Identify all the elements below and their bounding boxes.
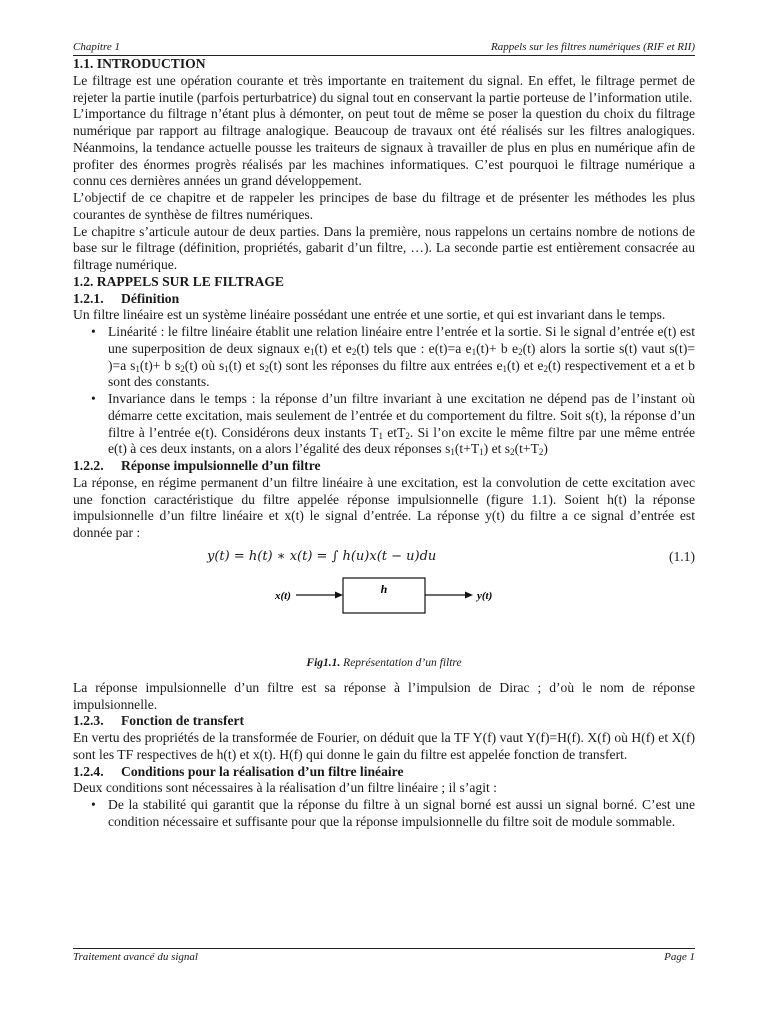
convolution-equation: y(t) = h(t) ∗ x(t) = ∫ h(u)x(t − u)du (207, 548, 437, 564)
paragraph: En vertu des propriétés de la transformée de Fourier, on déduit que la TF Y(f) vaut Y(f)=H(f). X(f) où H(f) et X(f) sont les TF respectives de h(t) et x(t). H(f) qui donne le gain du filtre est appelée fonction de transfert. (73, 730, 695, 762)
section-heading-introduction: 1.1. INTRODUCTION (73, 56, 206, 71)
paragraph: Un filtre linéaire est un système linéaire possédant une entrée et une sortie, et qui est invariant dans le temps. (73, 307, 666, 323)
paragraph: Le chapitre s’articule autour de deux parties. Dans la première, nous rappelons un certains nombre de notions de base sur le filtrage (définition, propriétés, gabarit d’un filtre, …). La seconde partie est entièrement consacrée au filtrage numérique. (73, 223, 695, 272)
filter-label: h (380, 581, 388, 596)
equation-number: (1.1) (668, 548, 695, 564)
subsection-heading-fonction-transfert (73, 713, 695, 730)
list-item-invariance: • Invariance dans le temps : la réponse d’un filtre invariant à une excitation ne dépend pas de l’instant où démarre cette excitation, mais seulement de l’entrée et du comportement du filtre. Soit s(t), la réponse d’un filtre à l’entrée e(t). Considérons deux instants $T_1$ etT$_2$. Si l’on excite le même filtre par une même entrée e(t) à ces deux instants, on a alors l’égalité des deux réponses $s_1(t+T_1)$ et $s_2(t+T_2)$ (108, 391, 695, 458)
header-title: Rappels sur les filtres numériques (RIF et RII) (491, 41, 695, 53)
figure-caption-text: Représentation d’un filtre (340, 656, 462, 669)
subsection-title: Fonction de transfert (121, 713, 245, 729)
list-item-stabilite: • De la stabilité qui garantit que la réponse du filtre à un signal borné est aussi un signal borné. C’est une condition nécessaire et suffisante pour que la réponse impulsionnelle du filtre soit de module sommable. (108, 797, 695, 831)
figure-caption (73, 654, 695, 680)
list-item-linearite: • Linéarité : le filtre linéaire établit une relation linéaire entre l’entrée et la sortie. Si le signal d’entrée e(t) est une superposition de deux signaux $e_1(t)$ et $e_2(t)$ tels que : e(t)=a $e_1(t)+ b$ $e_2(t)$ alors la sortie s(t) vaut s(t)= )=a $s_1(t)+ b$ $s_2(t)$ où $s_1(t)$ et $s_2(t)$ sont les réponses du filtre aux entrées $e_1(t)$ et $e_2(t)$ respectivement et a et b sont des constants. (108, 324, 695, 391)
paragraph: L’importance du filtrage n’étant plus à démonter, on peut tout de même se poser la question du choix du filtrage numérique par rapport au filtrage analogique. Beaucoup de travaux ont été réalisés sur les filtres analogiques. Néanmoins, la tendance actuelle pousse les traiteurs de signaux à travailler de plus en plus en numérique afin de profiter des énormes progrès réalisés par les machines informatiques. C’est pourquoi le filtrage numérique a connu ces dernières années un grand développement. (73, 106, 695, 189)
subsection-heading-reponse-impulsionnelle (73, 458, 695, 475)
input-arrowhead (335, 591, 343, 598)
paragraph: La réponse impulsionnelle d’un filtre est sa réponse à l’impulsion de Dirac ; d’où le nom de réponse impulsionnelle. (73, 679, 695, 712)
document-body (73, 56, 695, 831)
paragraph: Le filtrage est une opération courante et très importante en traitement du signal. En effet, le filtrage permet de rejeter la partie inutile (parfois perturbatrice) du signal tout en conservant la partie porteuse de l’information utile. (73, 72, 695, 105)
subsection-number: 1.2.3. (73, 713, 104, 729)
subsection-title: Définition (121, 290, 180, 306)
bullet-list (73, 324, 695, 458)
page-header (73, 40, 695, 56)
subsection-title: Conditions pour la réalisation d’un filtre linéaire (121, 763, 404, 779)
subsection-number: 1.2.1. (73, 290, 104, 306)
section-heading-rappels: 1.2. RAPPELS SUR LE FILTRAGE (73, 273, 285, 289)
subsection-number: 1.2.2. (73, 458, 104, 473)
bullet-list (73, 797, 695, 831)
filter-block-diagram (73, 576, 695, 654)
paragraph: L’objectif de ce chapitre et de rappeler les principes de base du filtrage et de présenter les méthodes les plus courantes de synthèse de filtres numériques. (73, 190, 695, 222)
input-label: x(t) (275, 589, 291, 602)
equation-row (73, 542, 695, 576)
page-number: Page 1 (664, 951, 695, 963)
header-chapter: Chapitre 1 (73, 41, 120, 53)
subsection-title: Réponse impulsionnelle d’un filtre (121, 458, 321, 473)
page-footer (73, 948, 695, 963)
document-page (73, 40, 695, 831)
subsection-number: 1.2.4. (73, 763, 104, 779)
subsection-heading-conditions (73, 764, 695, 781)
footer-course: Traitement avancé du signal (73, 951, 198, 963)
figure-number: Fig1.1. (306, 656, 341, 669)
filter-diagram (73, 576, 695, 654)
paragraph: La réponse, en régime permanent d’un filtre linéaire à une excitation, est la convolution de cette excitation avec une fonction caractéristique du filtre appelée réponse impulsionnelle (figure 1.1). Soient h(t) la réponse impulsionnelle d’un filtre linéaire et x(t) le signal d’entrée. La réponse y(t) du filtre a ce signal d’entrée est donnée par : (73, 474, 695, 540)
output-arrowhead (465, 591, 473, 598)
subsection-heading-definition (73, 291, 695, 308)
output-label: y(t) (477, 589, 493, 602)
paragraph: Deux conditions sont nécessaires à la réalisation d’un filtre linéaire ; il s’agit : (73, 780, 497, 796)
